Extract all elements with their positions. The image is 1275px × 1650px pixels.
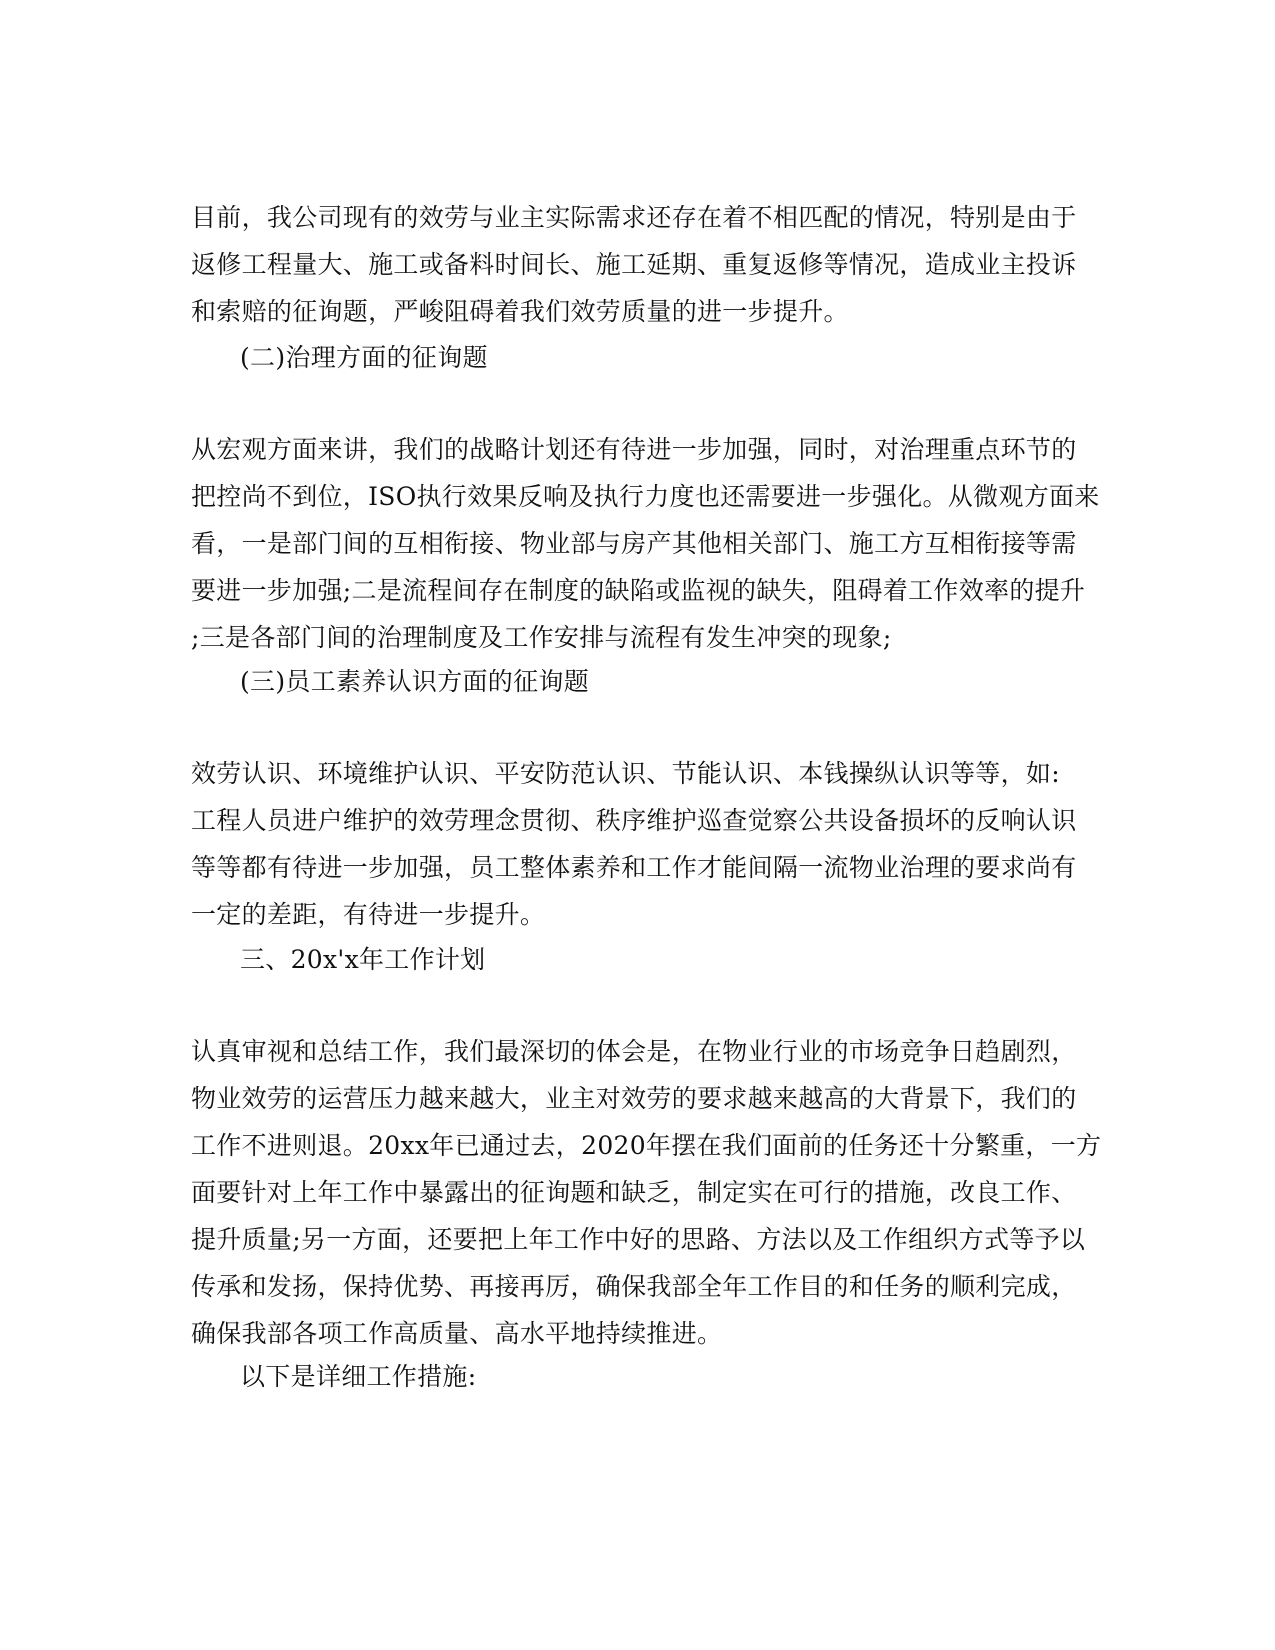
heading-management-issues: (二)治理方面的征询题 bbox=[240, 343, 488, 372]
heading-work-plan: 三、20x'x年工作计划 bbox=[240, 945, 486, 974]
text-line: 工程人员进户维护的效劳理念贯彻、秩序维护巡查觉察公共设备损坏的反响认识 bbox=[191, 806, 1077, 835]
text-line: 认真审视和总结工作，我们最深切的体会是，在物业行业的市场竞争日趋剧烈， bbox=[191, 1037, 1077, 1066]
heading-staff-awareness: (三)员工素养认识方面的征询题 bbox=[240, 667, 590, 696]
text-line: 看，一是部门间的互相衔接、物业部与房产其他相关部门、施工方互相衔接等需 bbox=[191, 529, 1077, 558]
paragraph-staff-awareness bbox=[191, 750, 1091, 938]
text-line: 和索赔的征询题，严峻阻碍着我们效劳质量的进一步提升。 bbox=[191, 297, 849, 326]
text-line: 传承和发扬，保持优势、再接再厉，确保我部全年工作目的和任务的顺利完成， bbox=[191, 1272, 1077, 1301]
text-line: 物业效劳的运营压力越来越大，业主对效劳的要求越来越高的大背景下，我们的 bbox=[191, 1084, 1077, 1113]
text-line: 等等都有待进一步加强，员工整体素养和工作才能间隔一流物业治理的要求尚有 bbox=[191, 853, 1077, 882]
text-line: 确保我部各项工作高质量、高水平地持续推进。 bbox=[191, 1319, 723, 1348]
text-line: ;三是各部门间的治理制度及工作安排与流程有发生冲突的现象; bbox=[191, 623, 892, 652]
text-line: 要进一步加强;二是流程间存在制度的缺陷或监视的缺失，阻碍着工作效率的提升 bbox=[191, 576, 1086, 605]
text-line: 效劳认识、环境维护认识、平安防范认识、节能认识、本钱操纵认识等等，如: bbox=[191, 759, 1060, 788]
text-line: 一定的差距，有待进一步提升。 bbox=[191, 900, 546, 929]
text-line: 目前，我公司现有的效劳与业主实际需求还存在着不相匹配的情况，特别是由于 bbox=[191, 203, 1077, 232]
paragraph-management-issues bbox=[191, 426, 1100, 661]
heading-detailed-measures: 以下是详细工作措施: bbox=[240, 1362, 477, 1391]
paragraph-work-plan bbox=[191, 1028, 1102, 1357]
text-line: 提升质量;另一方面，还要把上年工作中好的思路、方法以及工作组织方式等予以 bbox=[191, 1225, 1086, 1254]
text-line: 把控尚不到位，ISO执行效果反响及执行力度也还需要进一步强化。从微观方面来 bbox=[191, 482, 1100, 511]
paragraph-service-gap bbox=[191, 194, 1091, 335]
text-line: 面要针对上年工作中暴露出的征询题和缺乏，制定实在可行的措施，改良工作、 bbox=[191, 1178, 1077, 1207]
text-line: 返修工程量大、施工或备料时间长、施工延期、重复返修等情况，造成业主投诉 bbox=[191, 250, 1077, 279]
text-line: 从宏观方面来讲，我们的战略计划还有待进一步加强，同时，对治理重点环节的 bbox=[191, 435, 1077, 464]
text-line: 工作不进则退。20xx年已通过去，2020年摆在我们面前的任务还十分繁重，一方 bbox=[191, 1131, 1102, 1160]
